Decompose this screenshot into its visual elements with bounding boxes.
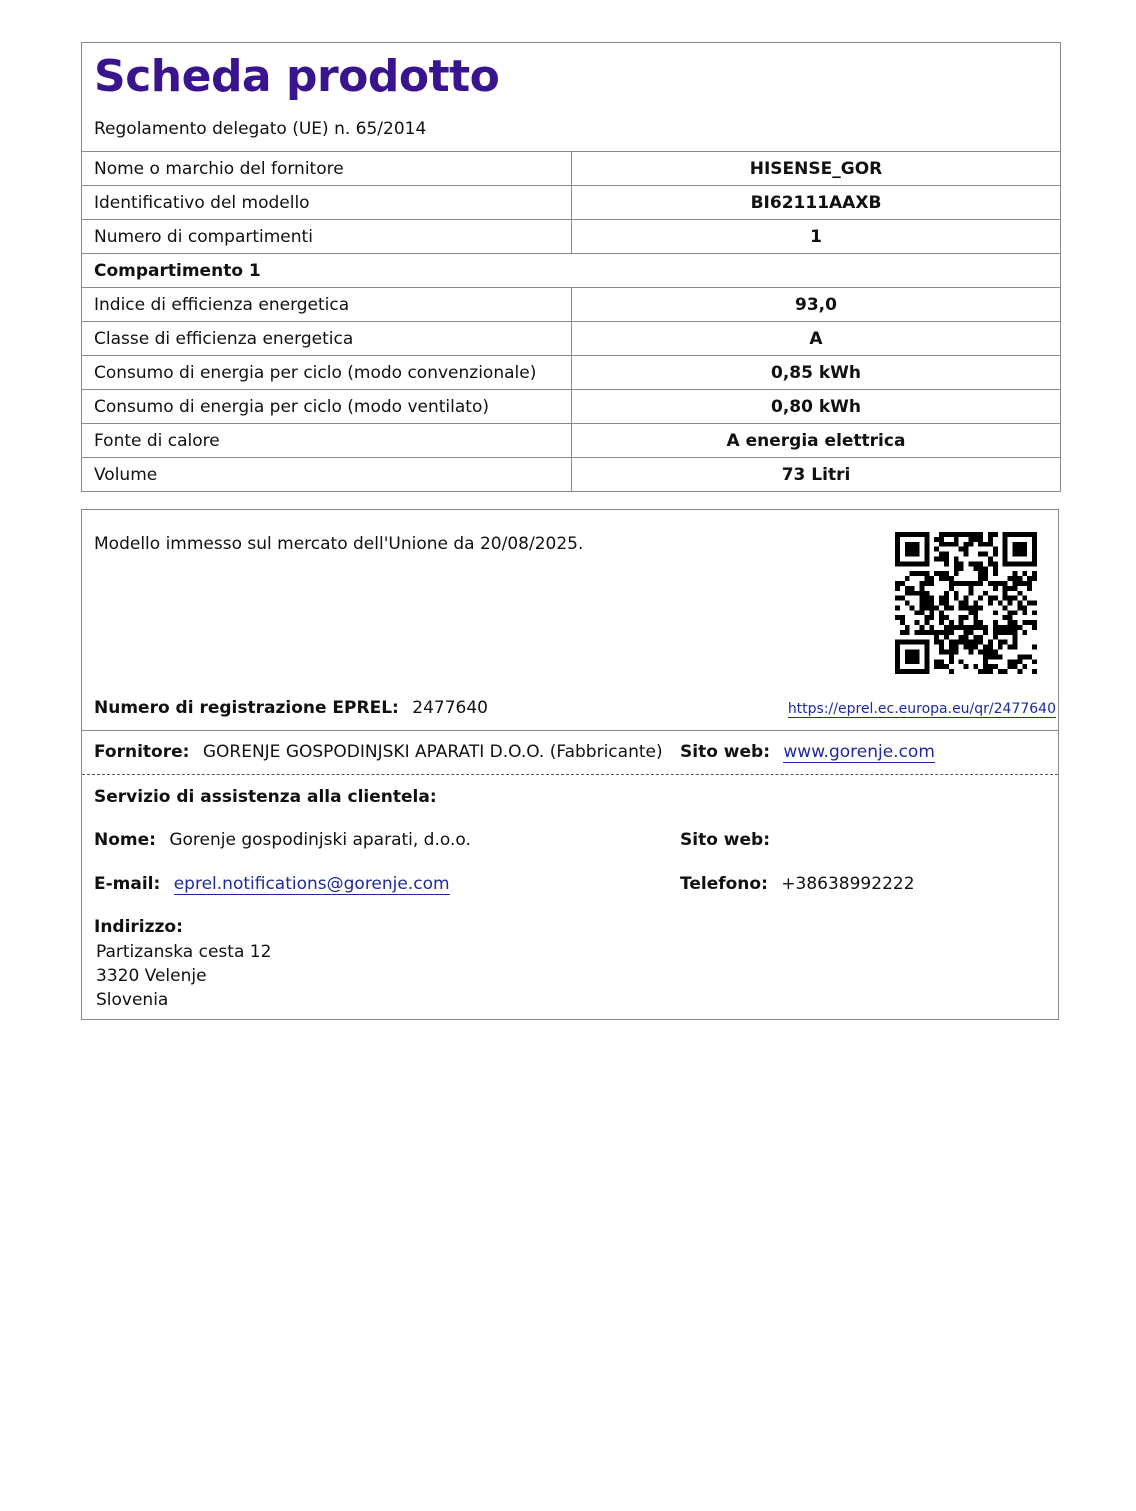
spec-label: Numero di compartimenti bbox=[82, 220, 572, 254]
table-row bbox=[82, 254, 1060, 288]
page-title: Scheda prodotto bbox=[94, 51, 500, 102]
sheet-header bbox=[82, 43, 1060, 152]
spec-value: 0,85 kWh bbox=[572, 356, 1061, 390]
supplier-value: GORENJE GOSPODINJSKI APARATI D.O.O. (Fabbricante) bbox=[202, 742, 663, 762]
spec-label: Consumo di energia per ciclo (modo ventilato) bbox=[82, 390, 572, 424]
spec-label: Classe di efficienza energetica bbox=[82, 322, 572, 356]
eprel-url-link[interactable]: https://eprel.ec.europa.eu/qr/2477640 bbox=[787, 701, 1056, 717]
spec-value: BI62111AAXB bbox=[572, 186, 1061, 220]
table-row bbox=[82, 220, 1060, 254]
table-row bbox=[82, 424, 1060, 458]
spec-label: Identificativo del modello bbox=[82, 186, 572, 220]
qr-code-icon[interactable] bbox=[895, 532, 1037, 674]
table-row bbox=[82, 356, 1060, 390]
eprel-number: 2477640 bbox=[412, 698, 488, 718]
spec-label: Fonte di calore bbox=[82, 424, 572, 458]
table-row bbox=[82, 458, 1060, 492]
product-sheet bbox=[81, 42, 1061, 492]
address-label: Indirizzo: bbox=[94, 917, 183, 937]
spec-label: Nome o marchio del fornitore bbox=[82, 152, 572, 186]
supplier-label: Fornitore: bbox=[94, 742, 190, 762]
phone-row bbox=[680, 874, 915, 894]
table-row bbox=[82, 152, 1060, 186]
eprel-registration bbox=[94, 698, 488, 718]
divider bbox=[82, 730, 1058, 731]
spec-label: Indice di efficienza energetica bbox=[82, 288, 572, 322]
table-row bbox=[82, 186, 1060, 220]
table-row bbox=[82, 288, 1060, 322]
website-link[interactable]: www.gorenje.com bbox=[783, 742, 935, 762]
section-heading: Compartimento 1 bbox=[82, 254, 1060, 288]
spec-table bbox=[82, 152, 1060, 491]
spec-value: 93,0 bbox=[572, 288, 1061, 322]
phone-value: +38638992222 bbox=[781, 874, 915, 894]
dashed-divider bbox=[82, 774, 1058, 775]
spec-value: 73 Litri bbox=[572, 458, 1061, 492]
market-date-text: Modello immesso sul mercato dell'Unione da 20/08/2025. bbox=[94, 534, 584, 554]
address-block bbox=[96, 940, 271, 1012]
spec-value: A energia elettrica bbox=[572, 424, 1061, 458]
info-panel bbox=[81, 509, 1059, 1020]
name-value: Gorenje gospodinjski aparati, d.o.o. bbox=[169, 830, 471, 850]
address-line: 3320 Velenje bbox=[96, 966, 207, 986]
email-row bbox=[94, 874, 450, 894]
address-line: Partizanska cesta 12 bbox=[96, 942, 272, 962]
supplier-row bbox=[94, 742, 663, 762]
supplier-website-row bbox=[680, 742, 935, 762]
service-title: Servizio di assistenza alla clientela: bbox=[94, 787, 437, 807]
email-link[interactable]: eprel.notifications@gorenje.com bbox=[173, 874, 450, 894]
website-label: Sito web: bbox=[680, 742, 770, 762]
spec-value: 1 bbox=[572, 220, 1061, 254]
email-label: E-mail: bbox=[94, 874, 161, 894]
service-name-row bbox=[94, 830, 471, 850]
table-row bbox=[82, 390, 1060, 424]
phone-label: Telefono: bbox=[680, 874, 768, 894]
table-row bbox=[82, 322, 1060, 356]
name-label: Nome: bbox=[94, 830, 156, 850]
spec-value: 0,80 kWh bbox=[572, 390, 1061, 424]
service-website-label: Sito web: bbox=[680, 830, 770, 850]
spec-label: Volume bbox=[82, 458, 572, 492]
spec-value: HISENSE_GOR bbox=[749, 158, 883, 179]
regulation-text: Regolamento delegato (UE) n. 65/2014 bbox=[94, 119, 427, 139]
spec-label: Consumo di energia per ciclo (modo convenzionale) bbox=[82, 356, 572, 390]
spec-value: A bbox=[572, 322, 1061, 356]
address-line: Slovenia bbox=[96, 990, 169, 1010]
eprel-label: Numero di registrazione EPREL: bbox=[94, 698, 399, 718]
